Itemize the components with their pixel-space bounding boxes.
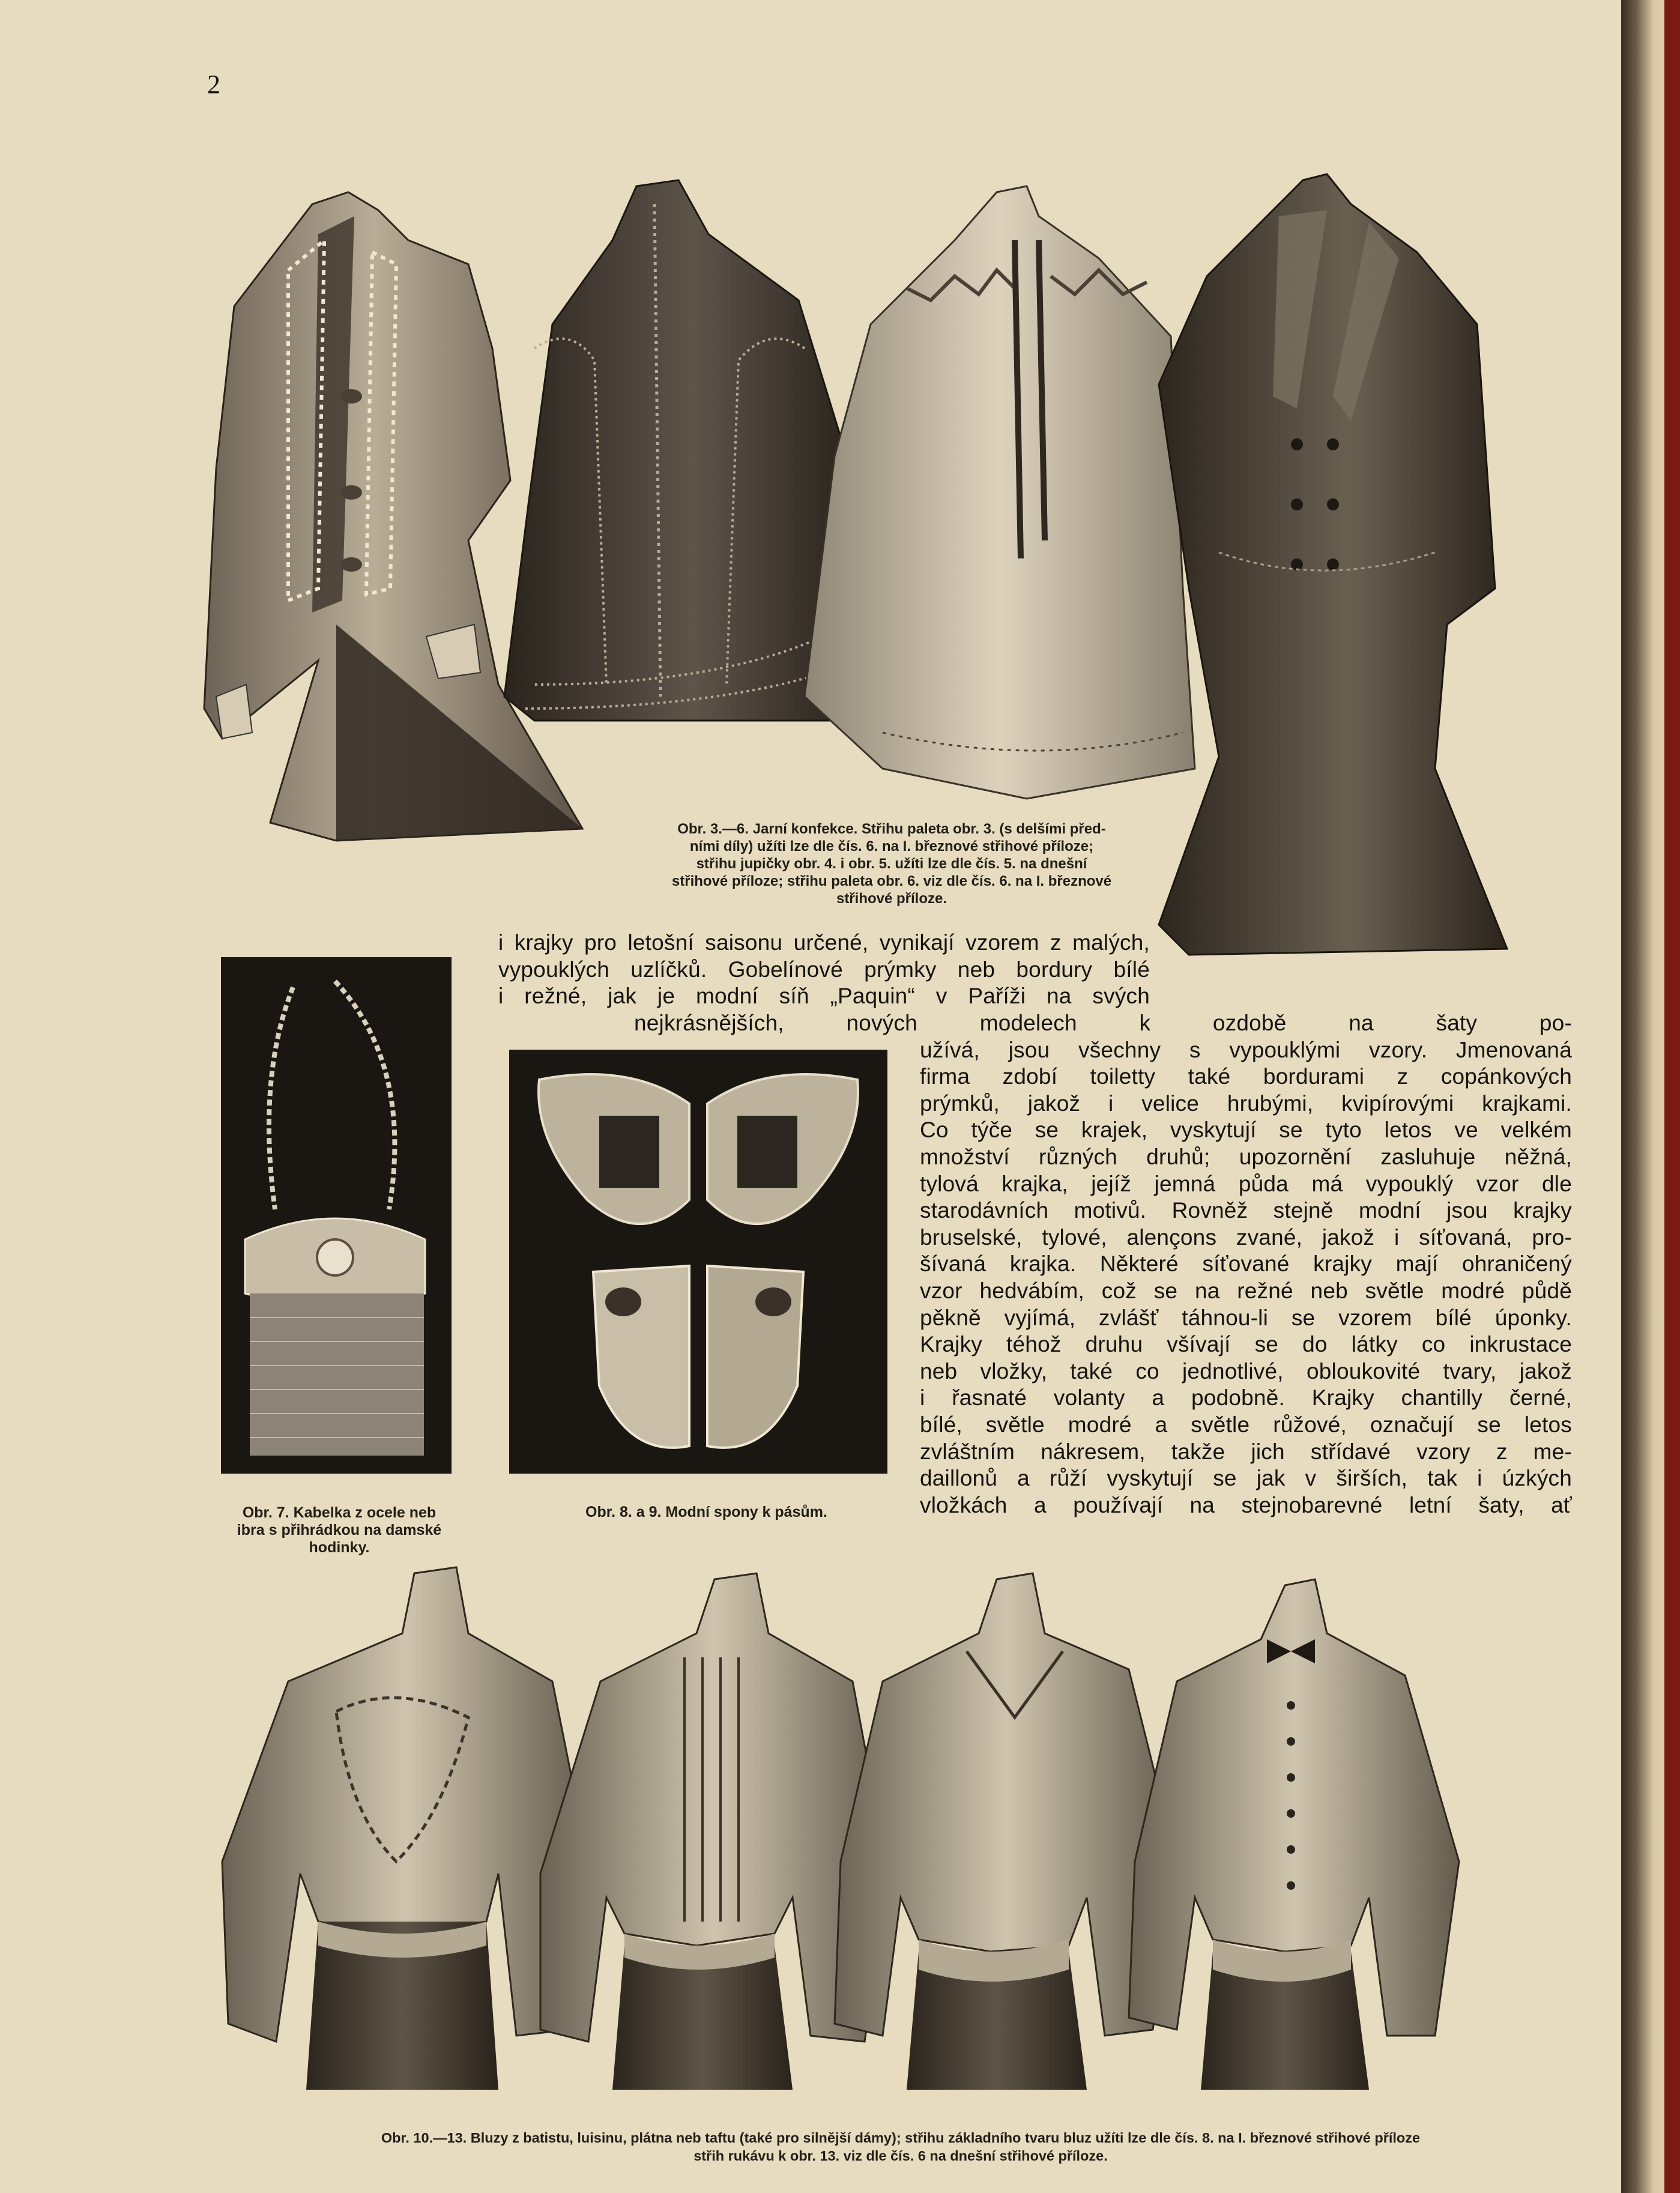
article-line: i krajky pro letošní saisonu určené, vynikají vzorem z malých, <box>498 930 1150 955</box>
page-binding-edge <box>1621 0 1680 2193</box>
article-line: starodávních motivů. Rovněž stejně modní jsou krajky <box>920 1198 1572 1223</box>
caption-line: ibra s přihrádkou na damské <box>237 1522 442 1538</box>
article-line: bílé, světle modré a světle růžové, označují se letos <box>920 1412 1572 1437</box>
buckles-photo <box>509 1050 887 1474</box>
page-number: 2 <box>207 70 220 99</box>
caption-line: střihové příloze. <box>836 891 947 907</box>
caption-line: ními díly) užíti lze dle čís. 6. na I. březnové střihové příloze; <box>689 838 1094 855</box>
blouse-fig13 <box>1129 1579 1459 2090</box>
blouse-fig12 <box>835 1573 1177 2090</box>
caption-line: hodinky. <box>309 1539 370 1556</box>
article-line: nejkrásnějších, nových modelech k ozdobě na šaty po- <box>634 1011 1572 1035</box>
article-line: šívaná krajka. Některé síťované krajky mají ohraničený <box>920 1251 1572 1277</box>
article-line: vložkách a používají na stejnobarevné letní šaty, ať <box>920 1492 1572 1517</box>
article-line: Krajky téhož druhu všívají se do látky co inkrustace <box>920 1332 1572 1357</box>
article-top <box>498 930 1150 1010</box>
article-line: i řasnaté volanty a podobně. Krajky chantilly černé, <box>920 1385 1572 1411</box>
caption-fig7 <box>219 1504 459 1556</box>
article-line: vypouklých uzlíčků. Gobelínové prýmky neb bordury bílé <box>498 957 1150 982</box>
jacket-fig3 <box>204 192 582 841</box>
article-line: bruselské, tylové, alençons zvané, jakož i síťovaná, pro- <box>920 1224 1572 1250</box>
article-line: vzor hedvábím, což se na režné neb světle modré půdě <box>920 1278 1572 1303</box>
caption-line: Obr. 7. Kabelka z ocele neb <box>242 1504 437 1521</box>
caption-line: střihové příloze; střihu paleta obr. 6. viz dle čís. 6. na I. březnové <box>671 873 1112 889</box>
article-line: množství různých druhů; upozornění zasluhuje něžná, <box>920 1144 1572 1169</box>
caption-fig10-13 <box>198 2129 1603 2165</box>
caption-fig3-6 <box>627 820 1156 907</box>
article-line: užívá, jsou všechny s vypouklými vzory. Jmenovaná <box>920 1037 1572 1062</box>
caption-line: střih rukávu k obr. 13. viz dle čís. 6 na dnešní střihové příloze. <box>693 2148 1108 2164</box>
caption-fig8-9: Obr. 8. a 9. Modní spony k pásům. <box>585 1504 827 1520</box>
light-jacket-fig5 <box>805 186 1195 799</box>
article-line: daillonů a růží vyskytují se jak v širších, tak i úzkých <box>920 1466 1572 1491</box>
article-line: i režné, jak je modní síň „Paquin“ v Paříži na svých <box>498 984 1150 1009</box>
article-line: prýmků, jakož i velice hrubými, kvipírovými krajkami. <box>920 1090 1572 1116</box>
blouse-fig10 <box>222 1567 588 2090</box>
caption-line: Obr. 3.—6. Jarní konfekce. Střihu paleta obr. 3. (s delšími před- <box>677 821 1106 837</box>
handbag-photo <box>221 957 452 1474</box>
article-line: neb vložky, také co jednotlivé, obloukovité tvary, jakož <box>920 1358 1572 1384</box>
binding-red-strip <box>1664 0 1680 2193</box>
article-line: tylová krajka, jejíž jemná půda má vypouklý vzor dle <box>920 1171 1572 1196</box>
article-line: firma zdobí toiletty také bordurami z copánkových <box>920 1064 1572 1089</box>
caption-line: Obr. 10.—13. Bluzy z batistu, luisinu, plátna neb taftu (také pro silnější dámy); střihu základního tvaru bluz užíti lze dle čís. 8. na I. březnové střihové příloze <box>381 2130 1421 2146</box>
article-line: zvláštním nákresem, takže jich střídavé vzory z me- <box>920 1439 1572 1464</box>
article-line: Co týče se krajek, vyskytují se tyto letos ve velkém <box>920 1118 1572 1143</box>
article-line: pěkně vyjímá, zvlášť táhnou-li se vzorem bílé úponky. <box>920 1305 1572 1330</box>
long-coat-fig6 <box>1159 174 1507 955</box>
blouses-illustration <box>216 1561 1525 2102</box>
caption-line: střihu jupičky obr. 4. i obr. 5. užíti lze dle čís. 5. na dnešní <box>696 856 1087 872</box>
